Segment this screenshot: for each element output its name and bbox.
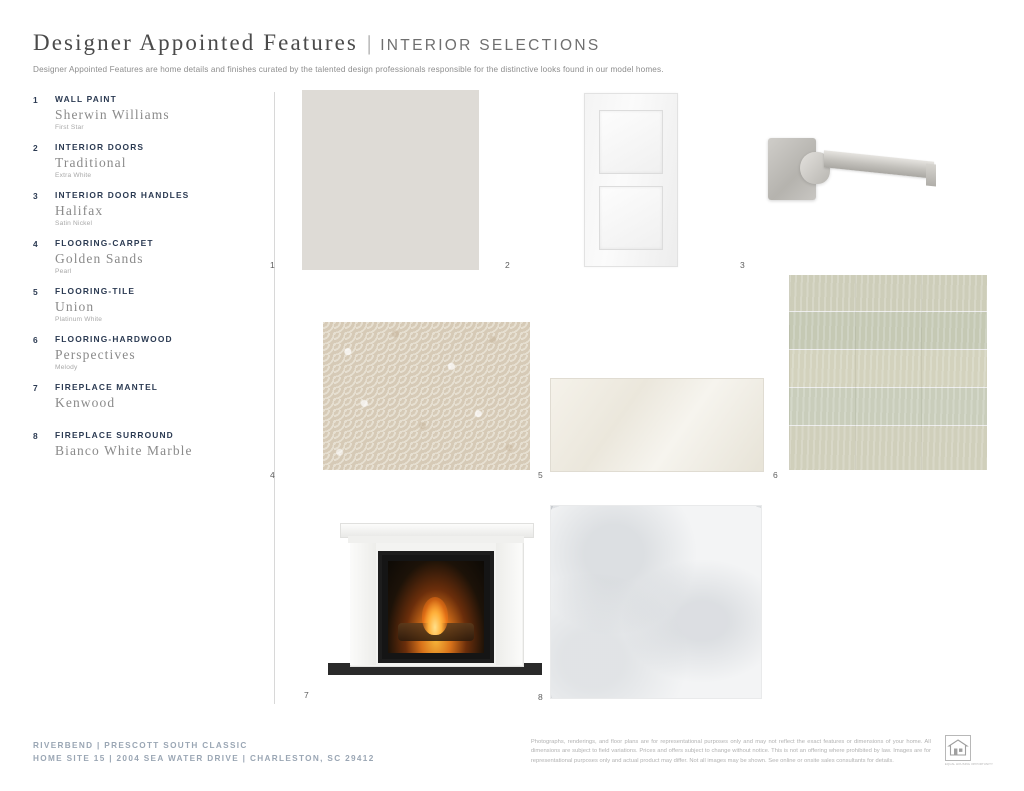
swatch-label: 5 (538, 470, 543, 480)
swatch-label: 2 (505, 260, 510, 270)
swatch-door-handle (740, 90, 1000, 285)
title-divider: | (366, 31, 372, 55)
item-note: Satin Nickel (55, 220, 93, 227)
community-address: HOME SITE 15 | 2004 SEA WATER DRIVE | CHARLESTON, SC 29412 (33, 754, 375, 764)
fireplace-mantel-trim (348, 536, 524, 543)
swatch-tile (538, 322, 778, 487)
door-handle-lever-icon (824, 150, 934, 179)
item-note: Platinum White (55, 316, 103, 323)
item-name: Bianco White Marble (55, 443, 193, 458)
item-category: INTERIOR DOOR HANDLES (55, 190, 190, 200)
fireplace-flame-icon (422, 597, 448, 635)
item-note: Melody (55, 364, 78, 371)
item-category: FIREPLACE SURROUND (55, 430, 174, 440)
selections-list (33, 94, 258, 470)
item-name: Traditional (55, 155, 127, 170)
item-note: Extra White (55, 172, 92, 179)
community-name: RIVERBEND | PRESCOTT SOUTH CLASSIC (33, 740, 248, 750)
fireplace-leg-left (350, 543, 376, 665)
list-item (33, 94, 258, 131)
swatch-wall-paint (270, 90, 500, 285)
list-item (33, 286, 258, 323)
item-category: FLOORING-CARPET (55, 238, 154, 248)
swatch-label: 8 (538, 692, 543, 702)
list-item (33, 334, 258, 371)
list-item (33, 142, 258, 179)
item-note: First Star (55, 124, 84, 131)
equal-housing-icon (945, 735, 971, 761)
interior-door-icon (584, 93, 678, 267)
item-category: WALL PAINT (55, 94, 117, 104)
item-number: 7 (33, 383, 39, 393)
item-number: 1 (33, 95, 39, 105)
swatch-label: 4 (270, 470, 275, 480)
swatch-hardwood (773, 322, 1003, 487)
item-name: Kenwood (55, 395, 116, 410)
swatch-fireplace-mantel (304, 505, 569, 705)
paint-swatch-icon (302, 90, 479, 270)
tile-swatch-icon (550, 378, 764, 472)
item-category: INTERIOR DOORS (55, 142, 145, 152)
item-number: 4 (33, 239, 39, 249)
disclaimer-text: Photographs, renderings, and floor plans are for representational purposes only and may not reflect the exact features or dimensions of your home. All dimensions are subject to field variations. Prices and offers subject to change without notice. This is not an offering where prohibited by law. Images are for representational purposes only and actual product may differ. Not all images may be shown. See online or onsite sales consultants for details. (530, 738, 931, 764)
list-item (33, 430, 258, 459)
community-info (33, 739, 375, 766)
equal-housing-caption: EQUAL HOUSING OPPORTUNITY (944, 762, 993, 766)
header-description: Designer Appointed Features are home details and finishes curated by the talented design professionals responsible for the distinctive looks found in our model homes. (33, 65, 664, 74)
title-main: Designer Appointed Features (33, 30, 358, 55)
page-title (33, 30, 993, 56)
list-item (33, 382, 258, 411)
item-name: Union (55, 299, 95, 314)
title-subtitle: INTERIOR SELECTIONS (380, 37, 601, 54)
fireplace-leg-right (496, 543, 522, 665)
item-note: Pearl (55, 268, 72, 275)
carpet-swatch-icon (323, 322, 530, 470)
swatch-label: 6 (773, 470, 778, 480)
item-category: FLOORING-HARDWOOD (55, 334, 173, 344)
footer-legal (531, 735, 993, 766)
swatch-label: 3 (740, 260, 745, 270)
item-name: Sherwin Williams (55, 107, 170, 122)
page-header (33, 30, 993, 74)
item-number: 2 (33, 143, 39, 153)
item-name: Halifax (55, 203, 104, 218)
item-name: Golden Sands (55, 251, 144, 266)
item-number: 8 (33, 431, 39, 441)
door-handle-tip-icon (926, 163, 936, 186)
door-panel-top (599, 110, 663, 174)
swatch-label: 1 (270, 260, 275, 270)
page-footer (33, 735, 993, 766)
item-number: 5 (33, 287, 39, 297)
swatch-interior-door (505, 90, 735, 285)
item-name: Perspectives (55, 347, 136, 362)
swatch-marble (538, 507, 778, 707)
item-category: FLOORING-TILE (55, 286, 136, 296)
list-item (33, 238, 258, 275)
marble-swatch-icon (550, 505, 762, 699)
swatch-carpet (270, 322, 535, 487)
item-category: FIREPLACE MANTEL (55, 382, 159, 392)
list-item (33, 190, 258, 227)
item-number: 6 (33, 335, 39, 345)
door-panel-bottom (599, 186, 663, 250)
swatch-label: 7 (304, 690, 309, 700)
hardwood-grain-overlay (789, 275, 987, 470)
equal-housing-block (945, 735, 993, 766)
item-number: 3 (33, 191, 39, 201)
